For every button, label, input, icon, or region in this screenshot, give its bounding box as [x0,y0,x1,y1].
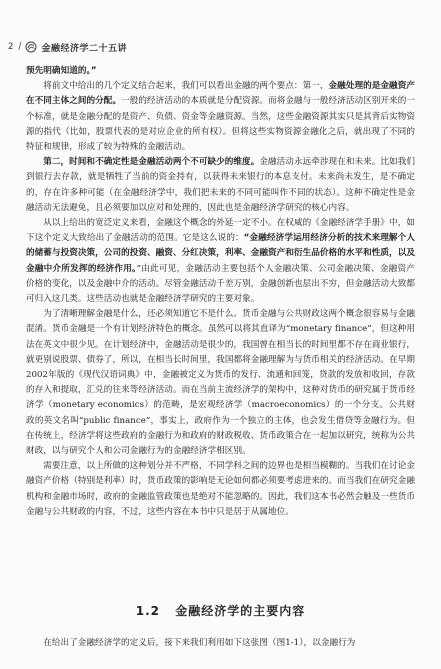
body-text: 需要注意，以上所做的这种划分并不严格，不同学科之间的边界也是相当模糊的。当我们在讨论金融资产价格（特别是利率）时，货币政策的影响是无论如何都必须要考虑进来的。而当我们在研究金融机构和金融市场时，政府的金融监管政策也是绝对不能忽略的。因此，我们这本书必然会触及一些货币金融与公共财政的内容，不过，这些内容在本书中只是居于从属地位。 [26,461,415,517]
body-text: 为了清晰理解金融是什么，还必须知道它不是什么。货币金融与公共财政这两个概念很容易与金融混淆。货币金融是一个有计划经济特色的概念。虽然可以将其直译为“monetary finance”，但这种用法在英文中很少见。在计划经济中，金融活动是很少的，我国曾在相当长的时间里都不存在商业银行，就更别说股票、债券了，所以，在相当长时间里，我国都将金融理解为与货币相关的经济活动。在早期2002年版的《现代汉语词典》中，金融被定义为货币的发行、流通和回笼，贷款的发放和收回，存款的存入和提取，汇兑的往来等经济活动。而在当前主流经济学的架构中，这种对货币的研究属于货币经济学（monetary economics）的范畴，是宏观经济学（macroeconomics）的一个分支。公共财政的英文名叫“public finance”，事实上，政府作为一个独立的主体，也会发生借贷等金融行为。但在传统上，经济学将这些政府的金融行为和政府的财政税收、货币政策合在一起加以研究，统称为公共财政，以与研究个人和公司金融行为的金融经济学相区别。 [26,309,415,457]
paragraph [26,307,415,459]
emphasis-text: 金融处理的是金融资产在不同主体之间的分配。 [26,81,415,107]
paragraph [26,79,415,155]
book-title: 金融经济学二十五讲 [41,43,127,54]
header-separator: / [18,42,22,52]
page-body [26,64,415,520]
body-text: 金融活动永远牵涉现在和未来。比如我们到银行去存款，就是牺牲了当前的资金持有，以获得未来银行的本息支付。未来尚未发生，是不确定的，存在许多种可能（在金融经济学中，我们把未来的不同可能叫作不同的状态）。这种不确定性是金融活动无法避免，且必须要加以应对和处理的，因此也是金融经济学研究的核心内容。 [26,157,415,213]
page-number: 2 [8,42,14,52]
emphasis-text: 第二，时间和不确定性是金融活动两个不可缺少的维度。 [43,157,260,168]
body-text: 一般的经济活动的本质就是分配资源。而将金融与一般经济活动区别开来的一个标准，就是金融分配的是资产、负债、资金等金融资源。当然，这些金融资源其实只是其背后实物资源的指代（比如，股票代表的是对应企业的所有权）。但将这些实物资源金融化之后，就出现了不同的特征和规律，形成了较为特殊的金融活动。 [26,96,415,153]
paragraph: 在给出了金融经济学的定义后，接下来我们利用如下这张图（图1-1），以金融行为 [43,638,356,648]
section-number: 1.2 [135,604,161,618]
emphasis-text: 预先明确知道的。” [26,66,97,76]
section-title: 金融经济学的主要内容 [175,604,306,618]
body-text: 从以上给出的宽泛定义来看，金融这个概念的外延一定不小。在权威的《金融经济学手册》中，如下这个定义大致给出了金融活动的范围。它是这么说的： [26,218,415,244]
body-text: ”由此可见，金融活动主要包括个人金融决策、公司金融决策、金融资产价格的变化，以及金融中介的活动。尽管金融活动千差万别，金融创新也层出不穷，但金融活动大致都可归入这几类。这些活动也就是金融经济学研究的主要对象。 [26,263,415,305]
paragraph [26,64,415,79]
book-logo-icon [25,41,37,53]
page-header [8,40,421,54]
section-heading [26,602,415,619]
paragraph [26,459,415,520]
emphasis-text: “金融经济学运用经济分析的技术来理解个人的储蓄与投资决策，公司的投资、融资、分红决策，利率、金融资产和衍生品价格的水平和性质，以及金融中介所发挥的经济作用。 [26,233,415,274]
paragraph [26,216,415,307]
paragraph [26,155,415,216]
section-intro [26,636,415,651]
body-text: 将前文中给出的几个定义结合起来，我们可以看出金融的两个要点：第一， [43,81,329,92]
